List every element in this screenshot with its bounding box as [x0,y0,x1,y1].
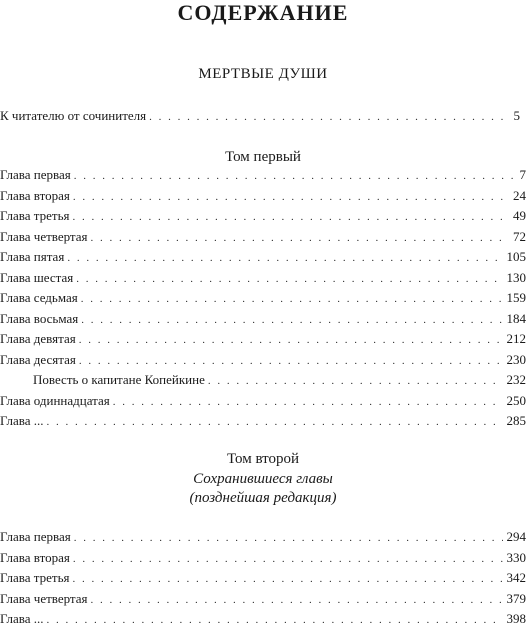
toc-entry[interactable] [0,186,526,207]
entry-page: 7 [516,165,526,186]
toc-entry[interactable] [0,309,526,330]
entry-title: Глава третья [0,568,72,589]
dot-leader [73,187,509,207]
entry-page: 379 [503,589,526,610]
dot-leader [72,569,502,589]
dot-leader [149,107,509,127]
entry-page: 398 [503,609,526,630]
entry-title: Глава восьмая [0,309,81,330]
entry-title: Глава четвертая [0,227,91,248]
dot-leader [47,412,503,432]
volume-1-list [0,165,526,432]
entry-page: 159 [503,288,526,309]
dot-leader [72,207,509,227]
entry-title: Глава девятая [0,329,79,350]
entry-page: 285 [503,411,526,432]
toc-entry[interactable] [0,268,526,289]
entry-title: Глава шестая [0,268,76,289]
dot-leader [208,371,503,391]
intro-list [0,106,526,127]
entry-title: Глава вторая [0,548,73,569]
toc-entry[interactable] [0,391,526,412]
toc-entry[interactable] [0,411,526,432]
entry-page: 105 [503,247,526,268]
entry-page: 330 [503,548,526,569]
entry-title: Глава третья [0,206,72,227]
toc-entry[interactable] [0,288,526,309]
dot-leader [79,351,503,371]
page-title: СОДЕРЖАНИЕ [0,0,526,26]
entry-page: 230 [503,350,526,371]
entry-page: 184 [503,309,526,330]
entry-page: 24 [509,186,526,207]
entry-page: 342 [503,568,526,589]
dot-leader [79,330,503,350]
entry-page: 5 [510,106,526,127]
entry-title: К читателю от сочинителя [0,106,149,127]
dot-leader [91,228,509,248]
volume-2-list [0,527,526,630]
entry-title: Глава ... [0,609,47,630]
entry-title: Глава первая [0,527,74,548]
entry-page: 72 [509,227,526,248]
dot-leader [74,528,503,548]
entry-title: Глава пятая [0,247,67,268]
dot-leader [113,392,503,412]
entry-title: Глава ... [0,411,47,432]
toc-entry[interactable] [0,527,526,548]
entry-title: Глава четвертая [0,589,91,610]
entry-title: Глава первая [0,165,74,186]
entry-page: 232 [503,370,526,391]
dot-leader [73,549,503,569]
toc-entry[interactable] [0,589,526,610]
toc-entry[interactable] [0,548,526,569]
entry-page: 294 [503,527,526,548]
toc-entry[interactable] [0,568,526,589]
volume-1-title: Том первый [0,147,526,167]
entry-title: Глава десятая [0,350,79,371]
toc-entry[interactable] [0,329,526,350]
entry-title: Повесть о капитане Копейкине [0,370,208,391]
volume-2-subtitle-note: (позднейшая редакция) [0,488,526,508]
dot-leader [91,590,503,610]
work-title: МЕРТВЫЕ ДУШИ [0,64,526,84]
toc-entry[interactable] [0,206,526,227]
entry-page: 49 [509,206,526,227]
dot-leader [81,310,502,330]
toc-entry[interactable] [0,165,526,186]
toc-entry[interactable] [0,350,526,371]
volume-2-subtitle: Сохранившиеся главы [0,469,526,489]
dot-leader [67,248,502,268]
toc-entry-intro[interactable] [0,106,526,127]
toc-entry-subsection[interactable] [0,370,526,391]
entry-title: Глава седьмая [0,288,81,309]
toc-entry[interactable] [0,609,526,630]
entry-page: 212 [503,329,526,350]
entry-page: 250 [503,391,526,412]
dot-leader [76,269,502,289]
entry-title: Глава одиннадцатая [0,391,113,412]
dot-leader [47,610,503,630]
dot-leader [81,289,503,309]
entry-title: Глава вторая [0,186,73,207]
dot-leader [74,166,516,186]
toc-entry[interactable] [0,227,526,248]
volume-2-title: Том второй [0,449,526,469]
entry-page: 130 [503,268,526,289]
toc-entry[interactable] [0,247,526,268]
